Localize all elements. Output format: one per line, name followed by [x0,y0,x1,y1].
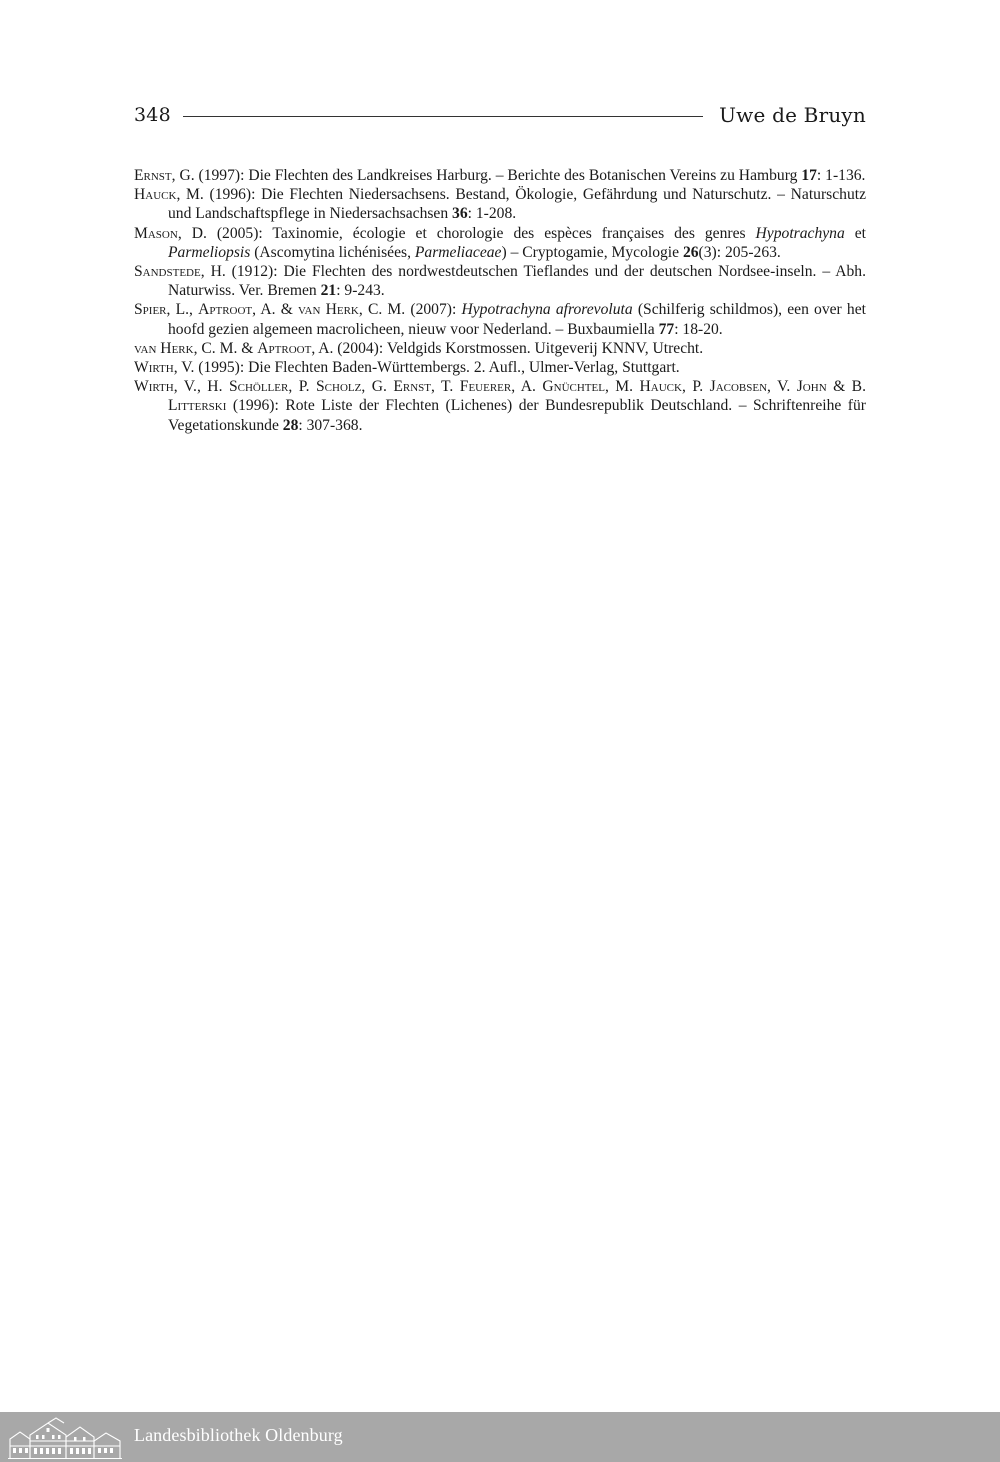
reference-author: Ernst [134,167,172,184]
reference-author: Mason [134,224,178,242]
reference-author: Jacobsen [709,378,768,396]
reference-author: Wirth [134,378,174,396]
reference-author: Ernst [393,378,431,396]
reference-author: Feuerer [459,378,512,396]
reference-author: Spier [134,301,167,319]
reference-wirth-1996: Wirth, V., H. Schöller, P. Scholz, G. Ernst, T. Feuerer, A. Gnüchtel, M. Hauck, P. Jacobsen, V. John & B. Litterski (1996): Rote Liste der Flechten (Lichenes) der Bundesrepublik Deutschland. – Schriftenreihe für Vegetationskunde 28: 307-368. [134,378,866,434]
reference-mason-2005: Mason, D. (2005): Taxinomie, écologie et chorologie des espèces françaises des genres Hypotrachyna et Parmeliopsis (Ascomytina lichénisées, Parmeliaceae) – Cryptogamie, Mycologie 26(3): 205-263. [134,224,866,261]
reference-author: Hauck [134,186,177,204]
library-name: Landesbibliothek Oldenburg [134,1425,343,1445]
reference-author: Hauck [639,378,682,396]
reference-ernst-1997: Ernst, G. (1997): Die Flechten des Landkreises Harburg. – Berichte des Botanischen Vereins zu Hamburg 17: 1-136. [134,167,866,184]
reference-author: van Herk [298,301,359,319]
reference-author: Gnüchtel [542,378,605,396]
reference-spier-2007: Spier, L., Aptroot, A. & van Herk, C. M. (2007): Hypotrachyna afrorevoluta (Schilferig schildmos), een over het hoofd gezien algemeen macrolicheen, nieuw voor Nederland. – Buxbaumiella 77: 18-20. [134,301,866,338]
reference-author: John [796,378,827,396]
page-header [134,100,866,130]
reference-vanherk-2004: van Herk, C. M. & Aptroot, A. (2004): Veldgids Korstmossen. Uitgeverij KNNV, Utrecht. [134,339,704,357]
reference-volume: 36 [452,205,468,223]
reference-volume: 26 [682,243,699,261]
reference-species: Hypotrachyna afrorevoluta [461,301,633,319]
reference-author: Sandstede [134,263,201,281]
reference-author: Scholz [316,378,362,396]
running-author: Uwe de Bruyn [719,103,866,127]
header-rule [183,116,703,117]
reference-author: Litterski [168,397,227,415]
reference-genus: Parmeliopsis [168,243,251,261]
library-building-logo-icon [8,1415,122,1459]
reference-wirth-1995: Wirth, V. (1995): Die Flechten Baden-Württembergs. 2. Aufl., Ulmer-Verlag, Stuttgart. [134,359,680,377]
reference-author: Wirth [134,359,174,377]
reference-volume: 21 [320,282,337,300]
reference-author: van Herk [134,339,194,357]
reference-author: Aptroot [198,301,253,319]
reference-hauck-1996: Hauck, M. (1996): Die Flechten Niedersachsens. Bestand, Ökologie, Gefährdung und Naturschutz. – Naturschutz und Landschaftspflege in Niedersachsachsen 36: 1-208. [134,186,866,223]
reference-volume: 17 [801,167,817,184]
page-number: 348 [134,104,171,126]
reference-volume: 28 [282,416,299,434]
reference-author: Schöller [228,378,289,396]
reference-list [134,166,866,435]
reference-genus: Hypotrachyna [755,224,845,242]
library-footer-bar [0,1412,1000,1462]
reference-family: Parmeliaceae [414,243,502,261]
reference-sandstede-1912: Sandstede, H. (1912): Die Flechten des nordwestdeutschen Tieflandes und der deutschen Nordsee-inseln. – Abh. Naturwiss. Ver. Bremen 21: 9-243. [134,263,866,300]
reference-author: Aptroot [257,339,312,357]
reference-volume: 77 [658,320,675,338]
